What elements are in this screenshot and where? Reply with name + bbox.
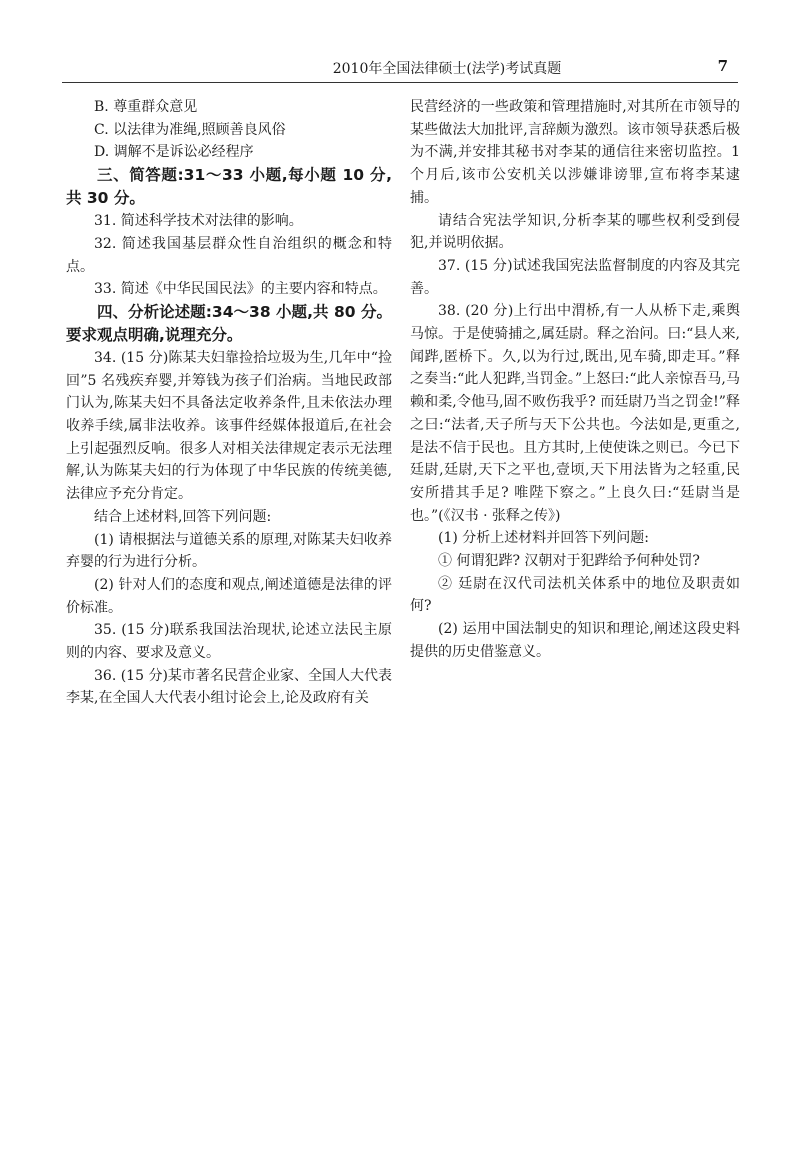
paragraph: (1) 请根据法与道德关系的原理,对陈某夫妇收养弃婴的行为进行分析。 — [66, 531, 392, 571]
paragraph: (1) 分析上述材料并回答下列问题: — [438, 530, 649, 547]
section-heading: 四、分析论述题:34～38 小题,共 80 分。要求观点明确,说理充分。 — [66, 302, 392, 344]
right-column — [410, 96, 740, 664]
paragraph: C. 以法律为准绳,照顾善良风俗 — [94, 121, 286, 138]
paragraph: 民营经济的一些政策和管理措施时,对其所在市领导的某些做法大加批评,言辞颇为激烈。该市领导获悉后极为不满,并安排其秘书对李某的通信往来密切监控。1 个月后,该市公安机关以涉嫌诽谤罪,宣布将李某逮捕。 — [410, 99, 740, 206]
paragraph: 37. (15 分)试述我国宪法监督制度的内容及其完善。 — [410, 257, 740, 297]
paragraph: 35. (15 分)联系我国法治现状,论述立法民主原则的内容、要求及意义。 — [66, 622, 392, 662]
paragraph: D. 调解不是诉讼必经程序 — [94, 144, 254, 161]
paragraph: 请结合宪法学知识,分析李某的哪些权利受到侵犯,并说明依据。 — [410, 212, 740, 252]
paragraph: B. 尊重群众意见 — [94, 99, 198, 115]
page-number: 7 — [717, 57, 728, 75]
header-title: 2010年全国法律硕士(法学)考试真题 — [332, 61, 562, 77]
paragraph: 38. (20 分)上行出中渭桥,有一人从桥下走,乘舆马惊。于是使骑捕之,属廷尉。释之治问。曰:“县人来,闻跸,匿桥下。久,以为行过,既出,见车骑,即走耳。”释之奏当:“此人犯跸,当罚金。”上怒曰:“此人亲惊吾马,马赖和柔,令他马,固不败伤我乎? 而廷尉乃当之罚金!”释之曰:“法者,天子所与天下公共也。今法如是,更重之,是法不信于民也。且方其时,上使使诛之则已。今已下廷尉,廷尉,天下之平也,壹顷,天下用法皆为之轻重,民安所措其手足? 唯陛下察之。”上良久曰:“廷尉当是也。”(《汉书 · 张释之传》) — [410, 303, 740, 524]
paragraph: 32. 简述我国基层群众性自治组织的概念和特点。 — [66, 235, 392, 275]
paragraph: ② 廷尉在汉代司法机关体系中的地位及职责如何? — [410, 575, 740, 615]
paragraph: (2) 针对人们的态度和观点,阐述道德是法律的评价标准。 — [66, 576, 392, 616]
paragraph: 34. (15 分)陈某夫妇靠捡拾垃圾为生,几年中“捡回”5 名残疾弃婴,并筹钱为孩子们治病。当地民政部门认为,陈某夫妇不具备法定收养条件,且未依法办理收养手续,属非法收养。该事件经媒体报道后,在社会上引起强烈反响。很多人对相关法律规定表示无法理解,认为陈某夫妇的行为体现了中华民族的传统美德,法律应予充分肯定。 — [66, 349, 392, 503]
paragraph: 36. (15 分)某市著名民营企业家、全国人大代表李某,在全国人大代表小组讨论会上,论及政府有关 — [66, 667, 392, 707]
paragraph: 31. 简述科学技术对法律的影响。 — [94, 213, 303, 230]
paragraph: 33. 简述《中华民国民法》的主要内容和特点。 — [94, 281, 387, 298]
left-column — [66, 96, 392, 710]
section-heading: 三、简答题:31～33 小题,每小题 10 分,共 30 分。 — [66, 166, 392, 208]
paragraph: ① 何谓犯跸? 汉朝对于犯跸给予何种处罚? — [438, 553, 700, 570]
running-header — [62, 56, 738, 83]
paragraph: 结合上述材料,回答下列问题: — [94, 508, 272, 525]
paragraph: (2) 运用中国法制史的知识和理论,阐述这段史料提供的历史借鉴意义。 — [410, 621, 740, 660]
